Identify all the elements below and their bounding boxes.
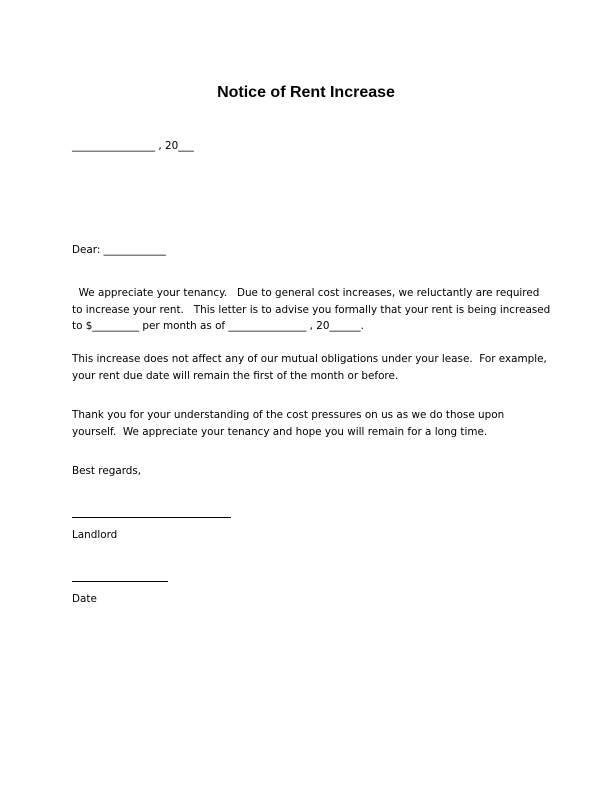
date-signature-line [72, 581, 168, 582]
paragraph-thanks [72, 407, 552, 440]
paragraph-line: yourself. We appreciate your tenancy and hope you will remain for a long time. [72, 425, 488, 438]
paragraph-line: Thank you for your understanding of the cost pressures on us as we do those upon [72, 409, 505, 421]
closing: Best regards, [72, 465, 142, 477]
date-label: Date [72, 593, 97, 605]
landlord-signature-line [72, 517, 231, 518]
paragraph-line: your rent due date will remain the first of the month or before. [72, 369, 399, 382]
landlord-label: Landlord [72, 529, 118, 541]
paragraph-rent-increase [72, 285, 552, 335]
paragraph-obligations [72, 351, 552, 384]
paragraph-line: We appreciate your tenancy. Due to general cost increases, we reluctantly are required [72, 287, 540, 299]
paragraph-line: to increase your rent. This letter is to advise you formally that your rent is being increased [72, 303, 551, 316]
paragraph-line: This increase does not affect any of our mutual obligations under your lease. For example, [72, 353, 547, 365]
salutation: Dear: ____________ [72, 244, 166, 256]
paragraph-line: to $_________ per month as of _______________ , 20______. [72, 320, 364, 332]
page-title: Notice of Rent Increase [217, 84, 395, 101]
date-line: ________________ , 20___ [72, 140, 194, 152]
